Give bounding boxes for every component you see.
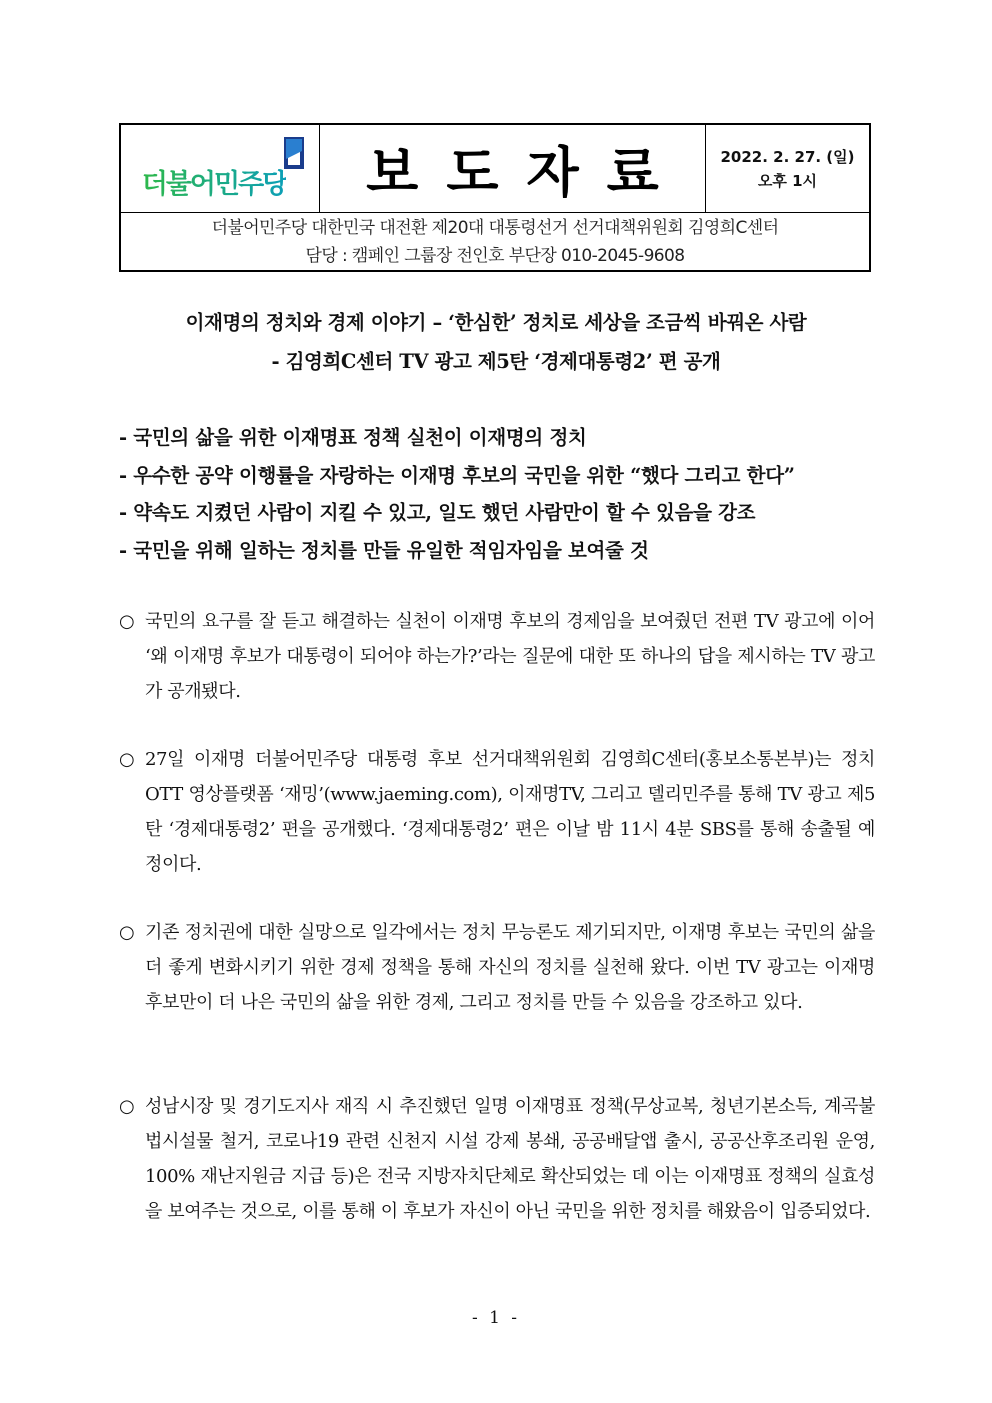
organization-line: 더불어민주당 대한민국 대전환 제20대 대통령선거 선거대책위원회 김영희C센터: [211, 217, 779, 238]
release-date: 2022. 2. 27. (일): [720, 147, 855, 166]
summary-bullet: - 약속도 지켰던 사람이 지킬 수 있고, 일도 했던 사람만이 할 수 있음을 강조: [119, 501, 756, 524]
paragraph-text: 기존 정치권에 대한 실망으로 일각에서는 정치 무능론도 제기되지만, 이재명 후보는 국민의 삶을 더 좋게 변화시키기 위한 경제 정책을 통해 자신의 정치를 실천해 왔다. 이번 TV 광고는 이재명 후보만이 더 나은 국민의 삶을 위한 경제, 그리고 정치를 만들 수 있음을 강조하고 있다.: [145, 922, 875, 1013]
body-paragraph: [119, 1089, 875, 1229]
headline-sub: - 김영희C센터 TV 광고 제5탄 ‘경제대통령2’ 편 공개: [271, 350, 721, 373]
summary-bullet: - 국민의 삶을 위한 이재명표 정책 실천이 이재명의 정치: [119, 426, 587, 449]
body-paragraph: [119, 915, 875, 1020]
body-paragraph: [119, 604, 875, 709]
headline-main: 이재명의 정치와 경제 이야기 – ‘한심한’ 정치로 세상을 조금씩 바꿔온 사람: [185, 311, 807, 334]
body-paragraph: [119, 742, 875, 882]
header-top-row: [121, 125, 869, 213]
paragraph-circle-marker: ○: [119, 922, 135, 943]
summary-bullet: - 우수한 공약 이행률을 자랑하는 이재명 후보의 국민을 위한 “했다 그리고 한다”: [119, 463, 795, 487]
paragraph-circle-marker: ○: [119, 1096, 135, 1117]
party-logo-text: 더불어민주당: [142, 162, 287, 201]
summary-bullet-list: [119, 419, 889, 569]
paragraph-text: 성남시장 및 경기도지사 재직 시 추진했던 일명 이재명표 정책(무상교복, 청년기본소득, 계곡불법시설물 철거, 코로나19 관련 신천지 시설 강제 봉쇄, 공공배달앱 출시, 공공산후조리원 운영, 100% 재난지원금 지급 등)은 전국 지방자치단체로 확산되었는 데 이는 이재명표 정책의 실효성을 보여주는 것으로, 이를 통해 이 후보가 자신이 아닌 국민을 위한 정치를 해왔음이 입증되었다.: [145, 1096, 875, 1222]
release-time: 오후 1시: [757, 171, 818, 190]
header-info-row: [121, 213, 869, 270]
paragraph-circle-marker: ○: [119, 749, 135, 770]
paragraph-text: 국민의 요구를 잘 듣고 해결하는 실천이 이재명 후보의 경제임을 보여줬던 전편 TV 광고에 이어 ‘왜 이재명 후보가 대통령이 되어야 하는가?’라는 질문에 대한 또 하나의 답을 제시하는 TV 광고가 공개됐다.: [145, 611, 875, 702]
contact-line: 담당 : 캠페인 그룹장 전인호 부단장 010-2045-9608: [305, 245, 685, 266]
party-logo: [121, 125, 320, 212]
summary-bullet: - 국민을 위해 일하는 정치를 만들 유일한 적임자임을 보여줄 것: [119, 538, 649, 562]
page-number: - 1 -: [471, 1308, 521, 1328]
paragraph-text: 27일 이재명 더불어민주당 대통령 후보 선거대책위원회 김영희C센터(홍보소통본부)는 정치OTT 영상플랫폼 ‘재밍’(www.jaeming.com), 이재명TV, 그리고 델리민주를 통해 TV 광고 제5탄 ‘경제대통령2’ 편을 공개했다. ‘경제대통령2’ 편은 이날 밤 11시 4분 SBS를 통해 송출될 예정이다.: [145, 749, 875, 875]
party-logo-mark-icon: [283, 137, 305, 169]
release-date-cell: [706, 125, 869, 212]
paragraph-circle-marker: ○: [119, 611, 135, 632]
press-release-header: [119, 123, 871, 272]
title-cell: [320, 125, 706, 212]
document-title: 보도자료: [366, 141, 687, 204]
